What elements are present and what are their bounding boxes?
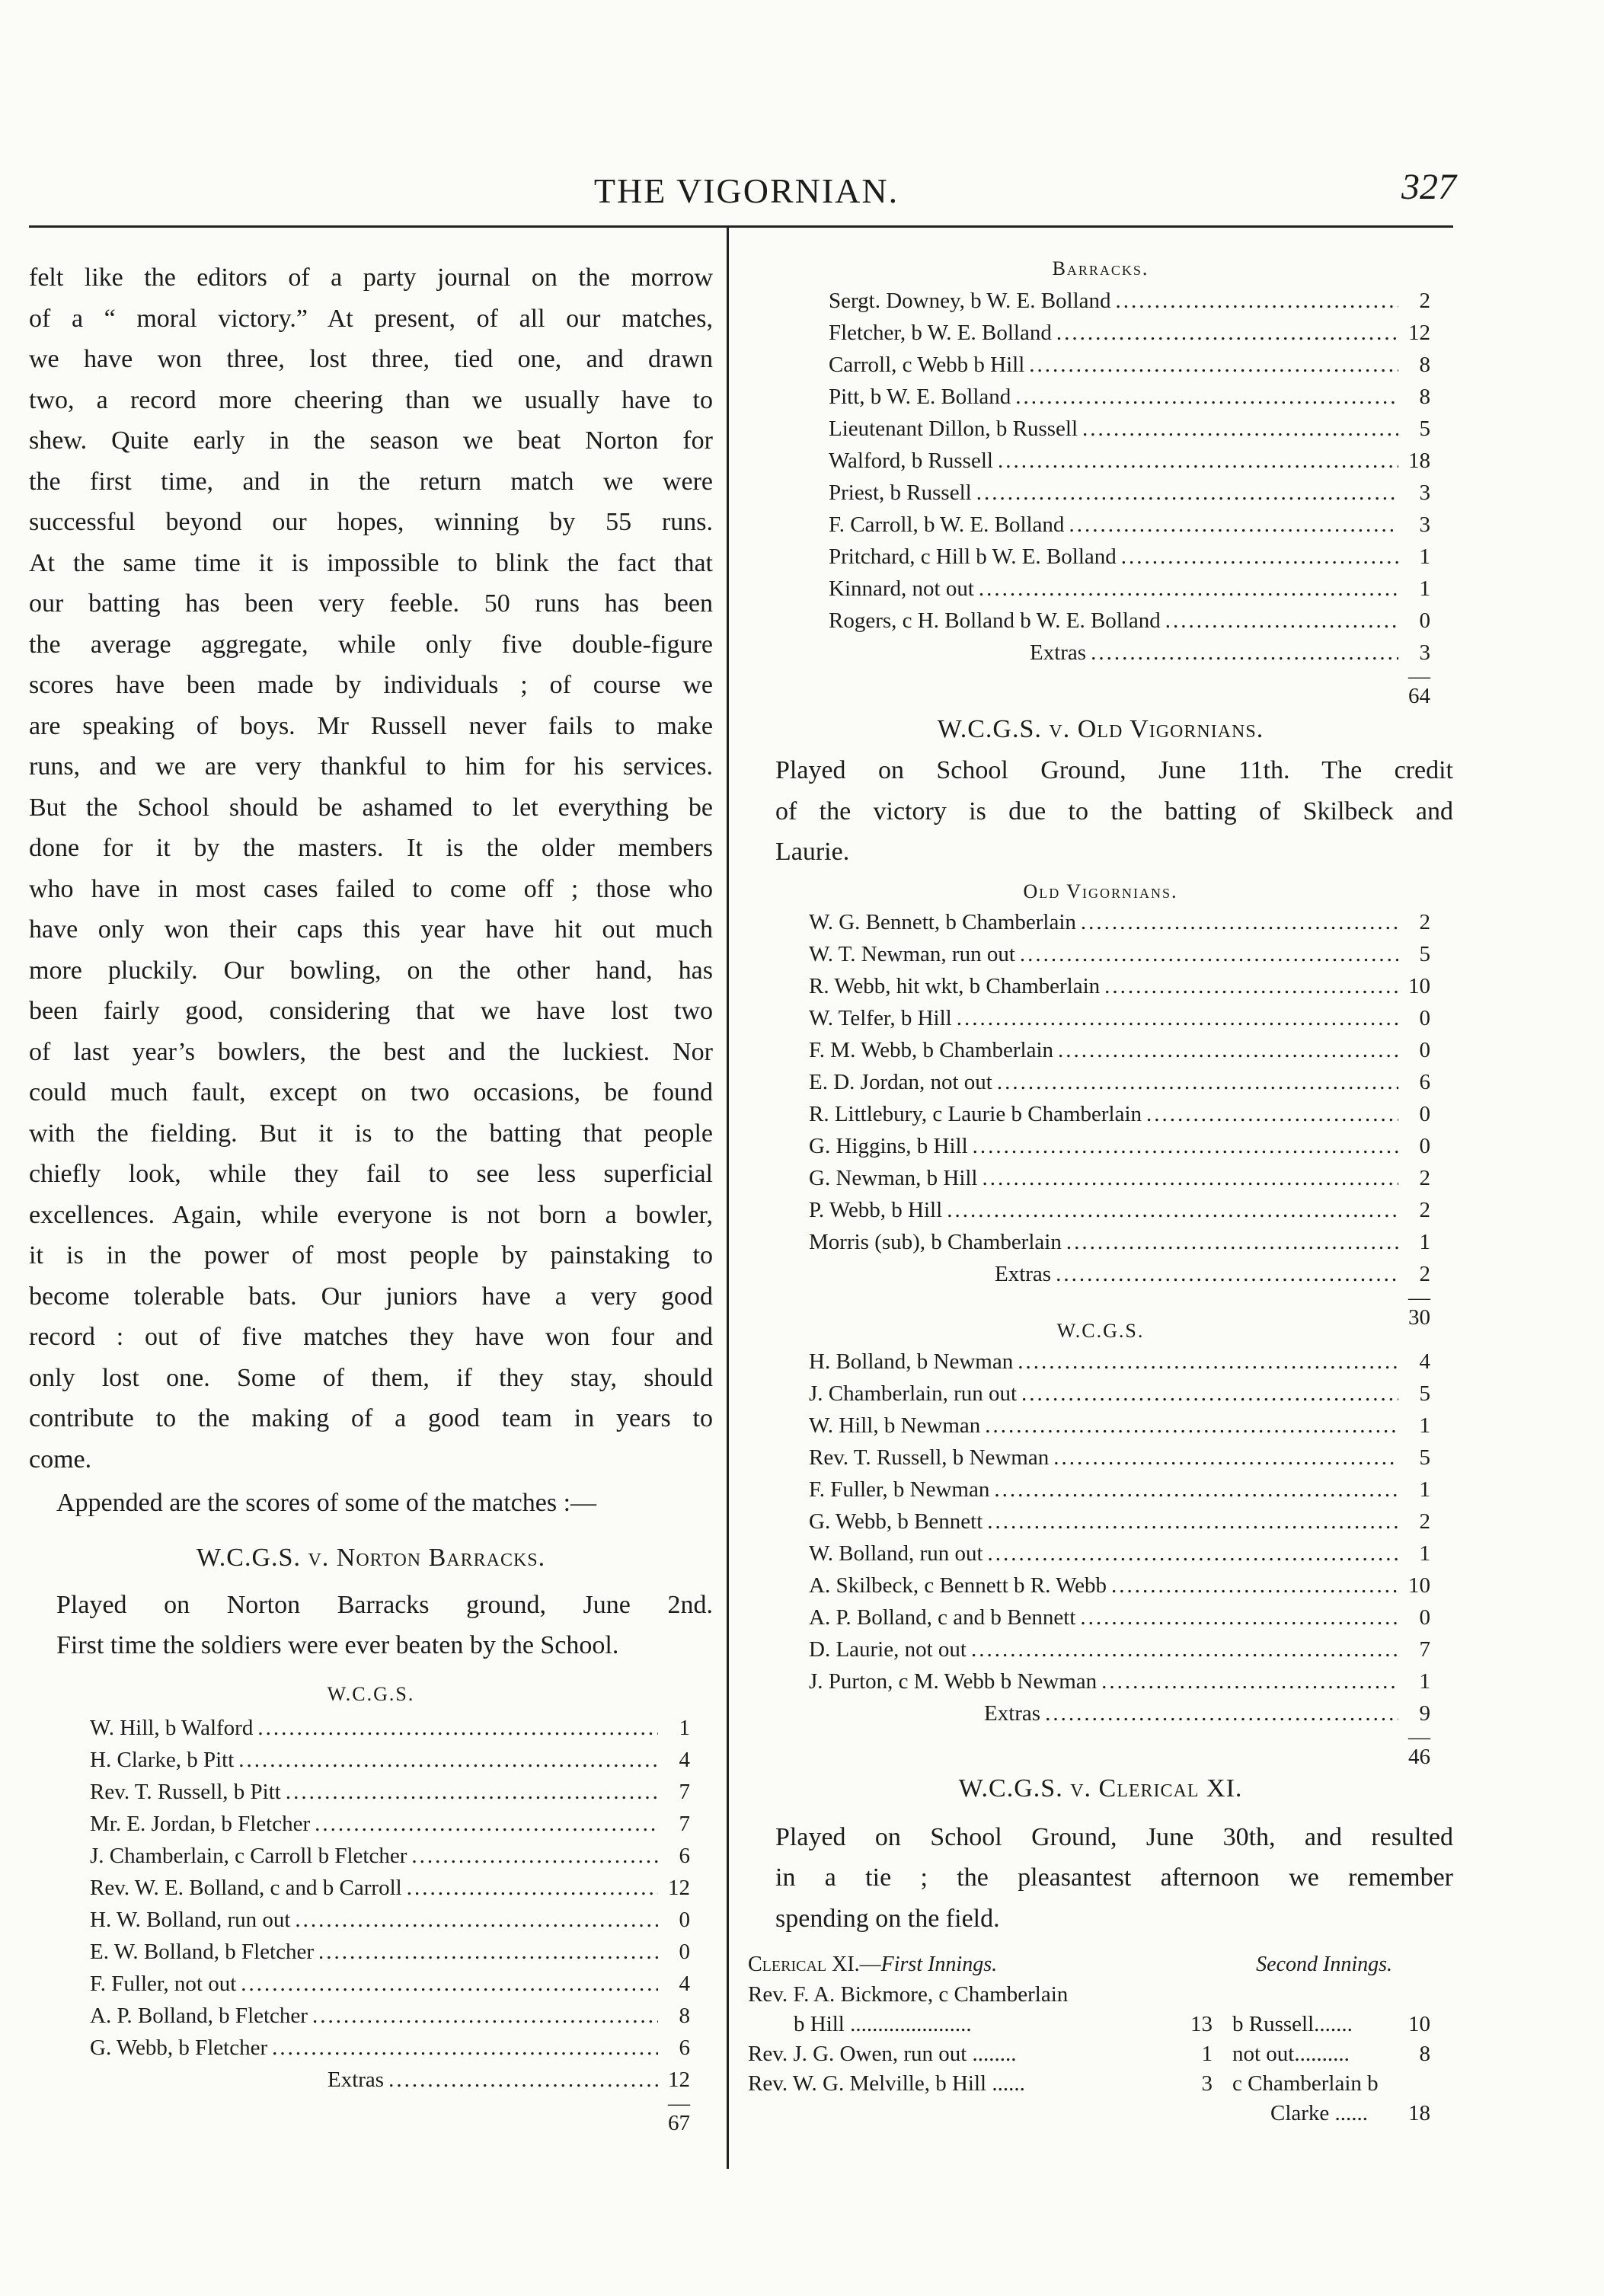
runs-value: 0 (1419, 1037, 1430, 1062)
leader-dots (1075, 1601, 1398, 1633)
batsman-entry: Morris (sub), b Chamberlain (809, 1229, 1062, 1254)
match-heading-old-vigornians: W.C.G.S. v. Old Vigornians. (937, 715, 1264, 743)
runs-value: 0 (1419, 1605, 1430, 1630)
runs-value: 0 (1419, 1101, 1430, 1126)
score-row (809, 1378, 1430, 1410)
batsman-entry: J. Chamberlain, c Carroll b Fletcher (90, 1843, 407, 1868)
leader-dots (310, 1808, 658, 1840)
score-row (809, 1130, 1430, 1162)
runs-value: 0 (679, 1907, 690, 1932)
score-row (829, 445, 1430, 477)
text-line: done for it by the masters. It is the older members (29, 834, 713, 862)
batsman-entry: F. Fuller, not out (90, 1971, 237, 1996)
total-runs: 30 (1408, 1304, 1430, 1330)
score-row (829, 349, 1430, 381)
batsman-entry: R. Webb, hit wkt, b Chamberlain (809, 973, 1101, 998)
runs-value: 1 (1419, 576, 1430, 601)
batsman-entry: A. P. Bolland, b Fletcher (90, 2003, 308, 2028)
leader-dots (402, 1872, 658, 1904)
total-runs: 67 (668, 2110, 690, 2135)
batsman-entry: E. D. Jordan, not out (809, 1069, 992, 1094)
leader-dots (290, 1904, 658, 1936)
match-heading-norton: W.C.G.S. v. Norton Barracks. (196, 1543, 546, 1572)
text-line: come. (29, 1445, 92, 1474)
text-line: Played on School Ground, June 11th. The credit (775, 756, 1453, 784)
extras-row: Extras ..... 2 (809, 1258, 1430, 1290)
leader-dots (1062, 1226, 1398, 1258)
scorecard-wcgs-norton (90, 1712, 690, 2136)
batsman-entry: J. Purton, c M. Webb b Newman (809, 1669, 1098, 1694)
runs-value: 4 (679, 1747, 690, 1772)
scorecard-clerical (748, 1950, 1430, 2128)
text-line: Played on School Ground, June 30th, and resulted (775, 1822, 1453, 1851)
leader-dots (978, 1162, 1399, 1194)
batsman-entry: Pritchard, c Hill b W. E. Bolland (829, 544, 1117, 569)
leader-dots (992, 1066, 1398, 1098)
text-line: two, a record more cheering than we usually have to (29, 385, 713, 414)
batsman-entry: Lieutenant Dillon, b Russell (829, 417, 1078, 441)
runs-value: 5 (1419, 417, 1430, 441)
text-line: our batting has been very feeble. 50 runs has been (29, 589, 713, 618)
leader-dots (967, 1633, 1398, 1665)
batsman-entry: Fletcher, b W. E. Bolland (829, 321, 1052, 345)
text-line: of the victory is due to the batting of Skilbeck and (775, 797, 1453, 825)
text-line: of last year’s bowlers, the best and the luckiest. Nor (29, 1037, 713, 1066)
score-row (809, 1194, 1430, 1226)
runs-value: 5 (1419, 941, 1430, 966)
page-number: 327 (1401, 167, 1456, 207)
runs-value: 3 (1419, 513, 1430, 537)
score-row (809, 1066, 1430, 1098)
score-row (829, 541, 1430, 573)
essay-paragraph (29, 257, 713, 1480)
text-line: Played on Norton Barracks ground, June 2nd. (56, 1590, 713, 1619)
score-row (809, 1570, 1430, 1601)
score-row (809, 1034, 1430, 1066)
leader-dots (1097, 1665, 1398, 1697)
extras-row: Extras ..... 3 (829, 637, 1430, 669)
score-row (809, 970, 1430, 1002)
runs-value: 3 (1419, 481, 1430, 505)
table-row: Rev. W. G. Melville, b Hill ...... 3 c Chamberlain b Clarke ...... 18 (748, 2071, 1430, 2125)
text-line: the first time, and in the return match we were (29, 467, 713, 496)
text-line: record : out of five matches they have won four and (29, 1323, 713, 1351)
leader-dots (1100, 970, 1398, 1002)
score-row (90, 1968, 690, 2000)
runs-value: 1 (1419, 1669, 1430, 1694)
runs-value: 8 (1419, 353, 1430, 377)
leader-dots (234, 1744, 658, 1776)
total-rule: — (1408, 1285, 1430, 1310)
leader-dots (1049, 1442, 1398, 1474)
extras-row: Extras ..... 9 (809, 1697, 1430, 1729)
runs-value: 2 (1419, 909, 1430, 934)
score-row (809, 1633, 1430, 1665)
journal-title: THE VIGORNIAN. (593, 171, 899, 210)
text-line: Laurie. (775, 838, 850, 866)
batsman-entry: W. G. Bennett, b Chamberlain (809, 909, 1076, 934)
text-line: been fairly good, considering that we have lost two (29, 997, 713, 1025)
total-runs: 64 (1408, 684, 1430, 708)
leader-dots (1111, 285, 1398, 317)
runs-value: 2 (1419, 289, 1430, 313)
runs-value: 0 (1419, 608, 1430, 633)
score-row (90, 1872, 690, 1904)
score-row (829, 605, 1430, 637)
leader-dots (1015, 938, 1398, 970)
runs-value: 4 (1419, 1349, 1430, 1374)
batsman-entry: G. Newman, b Hill (809, 1165, 978, 1190)
text-line: have only won their caps this year have hit out much (29, 915, 713, 944)
score-row (829, 573, 1430, 605)
team-heading-old-vigornians: Old Vigornians. (1023, 880, 1178, 902)
batsman-entry: W. Hill, b Walford (90, 1715, 254, 1740)
score-row (90, 1840, 690, 1872)
batsman-entry: H. W. Bolland, run out (90, 1907, 291, 1932)
score-row (809, 1410, 1430, 1442)
extras-row: Extras ..... 12 (90, 2064, 690, 2096)
batsman-entry: A. Skilbeck, c Bennett b R. Webb (809, 1573, 1107, 1598)
leader-dots (968, 1130, 1398, 1162)
leader-dots (1017, 1378, 1398, 1410)
leader-dots (1052, 317, 1398, 349)
runs-value: 1 (1419, 544, 1430, 569)
runs-value: 6 (679, 2035, 690, 2060)
text-line: could much fault, except on two occasions, be found (29, 1078, 713, 1106)
runs-value: 5 (1419, 1445, 1430, 1470)
page-header (0, 167, 1604, 224)
team-heading-barracks: Barracks. (1052, 257, 1149, 279)
clerical-table (748, 1980, 1430, 2128)
text-line: more pluckily. Our bowling, on the other hand, has (29, 956, 713, 985)
leader-dots (1161, 605, 1398, 637)
text-line: successful beyond our hopes, winning by 55 runs. (29, 508, 713, 536)
runs-value: 4 (679, 1971, 690, 1996)
runs-value: 2 (1419, 1197, 1430, 1222)
runs-value: 18 (1408, 449, 1430, 473)
text-line: only lost one. Some of them, if they stay, should (29, 1363, 713, 1392)
scorecard-wcgs-old-vigornians (809, 1346, 1430, 1770)
batsman-entry: F. M. Webb, b Chamberlain (809, 1037, 1054, 1062)
scorecard-old-vigornians (809, 906, 1430, 1330)
score-row (90, 1776, 690, 1808)
total-rule: — (668, 2090, 690, 2116)
batsman-entry: W. T. Newman, run out (809, 941, 1015, 966)
match-description-old-vigornians (748, 750, 1453, 873)
leader-dots (267, 2032, 658, 2064)
score-row (809, 1665, 1430, 1697)
batsman-entry: H. Clarke, b Pitt (90, 1747, 235, 1772)
batsman-entry: Kinnard, not out (829, 576, 974, 601)
text-line: spending on the field. (775, 1904, 1000, 1933)
leader-dots (281, 1776, 658, 1808)
text-line: who have in most cases failed to come off ; those who (29, 874, 713, 903)
leader-dots (983, 1538, 1398, 1570)
total-runs: 46 (1408, 1744, 1430, 1769)
batsman-entry: W. Bolland, run out (809, 1541, 983, 1566)
text-line: in a tie ; the pleasantest afternoon we remember (775, 1863, 1453, 1892)
leader-dots (236, 1968, 658, 2000)
runs-value: 0 (1419, 1133, 1430, 1158)
score-row (829, 285, 1430, 317)
leader-dots (952, 1002, 1398, 1034)
leader-dots (993, 445, 1398, 477)
text-line: excellences. Again, while everyone is not born a bowler, (29, 1200, 713, 1229)
batsman-entry: Rev. T. Russell, b Newman (809, 1445, 1050, 1470)
leader-dots (1013, 1346, 1398, 1378)
runs-value: 12 (668, 1875, 690, 1900)
runs-value: 2 (1419, 1509, 1430, 1534)
batsman-entry: Rev. T. Russell, b Pitt (90, 1779, 281, 1804)
score-row (809, 1474, 1430, 1506)
score-row (90, 2000, 690, 2032)
score-row (809, 1506, 1430, 1538)
table-row: Rev. J. G. Owen, run out ........ 1 not out.......... 8 (748, 2042, 1430, 2066)
batsman-entry: Rogers, c H. Bolland b W. E. Bolland (829, 608, 1161, 633)
score-row (809, 1162, 1430, 1194)
score-row (829, 413, 1430, 445)
score-row (809, 1601, 1430, 1633)
score-row (90, 1904, 690, 1936)
text-line: At the same time it is impossible to blink the fact that (29, 548, 713, 577)
leader-dots (1142, 1098, 1398, 1130)
batsman-entry: G. Webb, b Fletcher (90, 2035, 268, 2060)
runs-value: 0 (1419, 1005, 1430, 1030)
batsman-entry: P. Webb, b Hill (809, 1197, 943, 1222)
text-line: are speaking of boys. Mr Russell never fails to make (29, 711, 713, 740)
runs-value: 8 (1419, 385, 1430, 409)
leader-dots (253, 1712, 658, 1744)
batsman-entry: R. Littlebury, c Laurie b Chamberlain (809, 1101, 1142, 1126)
runs-value: 1 (1419, 1541, 1430, 1566)
leader-dots (407, 1840, 658, 1872)
score-row (829, 477, 1430, 509)
leader-dots (308, 2000, 658, 2032)
leader-dots (983, 1506, 1398, 1538)
leader-dots (972, 477, 1398, 509)
text-line: it is in the power of most people by painstaking to (29, 1241, 713, 1269)
leader-dots (1024, 349, 1398, 381)
batsman-entry: Pitt, b W. E. Bolland (829, 385, 1011, 409)
runs-value: 10 (1408, 973, 1430, 998)
score-row (809, 1442, 1430, 1474)
batsman-entry: G. Webb, b Bennett (809, 1509, 983, 1534)
match-heading-clerical: W.C.G.S. v. Clerical XI. (958, 1774, 1243, 1803)
leader-dots (1076, 906, 1398, 938)
total-rule: — (1408, 664, 1430, 688)
leader-dots (989, 1474, 1398, 1506)
leader-dots (1117, 541, 1398, 573)
leader-dots (974, 573, 1398, 605)
leader-dots (314, 1936, 658, 1968)
match-description-clerical (748, 1817, 1453, 1940)
table-row: Rev. F. A. Bickmore, c Chamberlain b Hill ...................... 13 b Russell....... 10 (748, 1982, 1430, 2036)
runs-value: 0 (679, 1939, 690, 1964)
score-row (90, 1808, 690, 1840)
score-row (809, 1098, 1430, 1130)
text-line: runs, and we are very thankful to him for his services. (29, 752, 713, 781)
batsman-entry: Priest, b Russell (829, 481, 972, 505)
runs-value: 5 (1419, 1381, 1430, 1406)
runs-value: 7 (1419, 1637, 1430, 1662)
text-line: contribute to the making of a good team in years to (29, 1404, 713, 1432)
score-row (809, 906, 1430, 938)
batsman-entry: H. Bolland, b Newman (809, 1349, 1014, 1374)
batsman-entry: G. Higgins, b Hill (809, 1133, 968, 1158)
score-row (90, 2032, 690, 2064)
batsman-entry: F. Carroll, b W. E. Bolland (829, 513, 1065, 537)
runs-value: 12 (1408, 321, 1430, 345)
runs-value: 7 (679, 1779, 690, 1804)
batsman-entry: J. Chamberlain, run out (809, 1381, 1018, 1406)
leader-dots (1064, 509, 1398, 541)
scorecard-barracks (829, 285, 1430, 709)
leader-dots (980, 1410, 1398, 1442)
header-rule (29, 225, 1453, 228)
batsman-entry: Sergt. Downey, b W. E. Bolland (829, 289, 1111, 313)
batsman-entry: A. P. Bolland, c and b Bennett (809, 1605, 1076, 1630)
text-line: with the fielding. But it is to the batting that people (29, 1119, 713, 1148)
runs-value: 8 (679, 2003, 690, 2028)
batsman-entry: Rev. W. E. Bolland, c and b Carroll (90, 1875, 402, 1900)
total-rule: — (1408, 1724, 1430, 1749)
runs-value: 1 (1419, 1229, 1430, 1254)
score-row (809, 1226, 1430, 1258)
batsman-entry: Walford, b Russell (829, 449, 993, 473)
leader-dots (942, 1194, 1398, 1226)
leader-dots (1011, 381, 1398, 413)
clerical-header: Clerical XI.—First Innings. Second Innings. (748, 1953, 1392, 1976)
runs-value: 1 (679, 1715, 690, 1740)
score-row (829, 317, 1430, 349)
score-row (90, 1744, 690, 1776)
leader-dots (1053, 1034, 1398, 1066)
batsman-entry: W. Telfer, b Hill (809, 1005, 952, 1030)
batsman-entry: Mr. E. Jordan, b Fletcher (90, 1811, 311, 1836)
batsman-entry: F. Fuller, b Newman (809, 1477, 990, 1502)
runs-value: 6 (1419, 1069, 1430, 1094)
score-row (809, 1538, 1430, 1570)
score-row (809, 1002, 1430, 1034)
runs-value: 2 (1419, 1165, 1430, 1190)
text-line: the average aggregate, while only five double-figure (29, 630, 713, 659)
leader-dots (1107, 1570, 1398, 1601)
text-line: become tolerable bats. Our juniors have a very good (29, 1282, 713, 1311)
runs-value: 1 (1419, 1477, 1430, 1502)
team-heading-wcgs: W.C.G.S. (327, 1682, 415, 1705)
column-divider (727, 227, 729, 2169)
batsman-entry: E. W. Bolland, b Fletcher (90, 1939, 314, 1964)
text-line: of a “ moral victory.” At present, of all our matches, (29, 304, 713, 333)
text-line: But the School should be ashamed to let everything be (29, 793, 713, 822)
batsman-entry: D. Laurie, not out (809, 1637, 967, 1662)
score-row (90, 1712, 690, 1744)
score-row (829, 509, 1430, 541)
score-row (90, 1936, 690, 1968)
score-row (829, 381, 1430, 413)
leader-dots (1078, 413, 1398, 445)
right-column (748, 257, 1453, 2128)
runs-value: 6 (679, 1843, 690, 1868)
text-line: shew. Quite early in the season we beat Norton for (29, 426, 713, 455)
text-line: chiefly look, while they fail to see less superficial (29, 1160, 713, 1188)
team-heading-wcgs-2: W.C.G.S. (1056, 1319, 1145, 1342)
batsman-entry: Carroll, c Webb b Hill (829, 353, 1025, 377)
left-column (29, 257, 713, 2136)
runs-value: 1 (1419, 1413, 1430, 1438)
runs-value: 7 (679, 1811, 690, 1836)
score-row (809, 1346, 1430, 1378)
score-row (809, 938, 1430, 970)
text-line: we have won three, lost three, tied one, and drawn (29, 345, 713, 373)
text-line: First time the soldiers were ever beaten by the School. (56, 1631, 619, 1659)
match-description-norton (29, 1585, 713, 1666)
text-line: scores have been made by individuals ; of course we (29, 671, 713, 699)
runs-value: 10 (1408, 1573, 1430, 1598)
appended-note: Appended are the scores of some of the matches :— (56, 1489, 597, 1517)
text-line: felt like the editors of a party journal on the morrow (29, 263, 713, 292)
batsman-entry: W. Hill, b Newman (809, 1413, 981, 1438)
